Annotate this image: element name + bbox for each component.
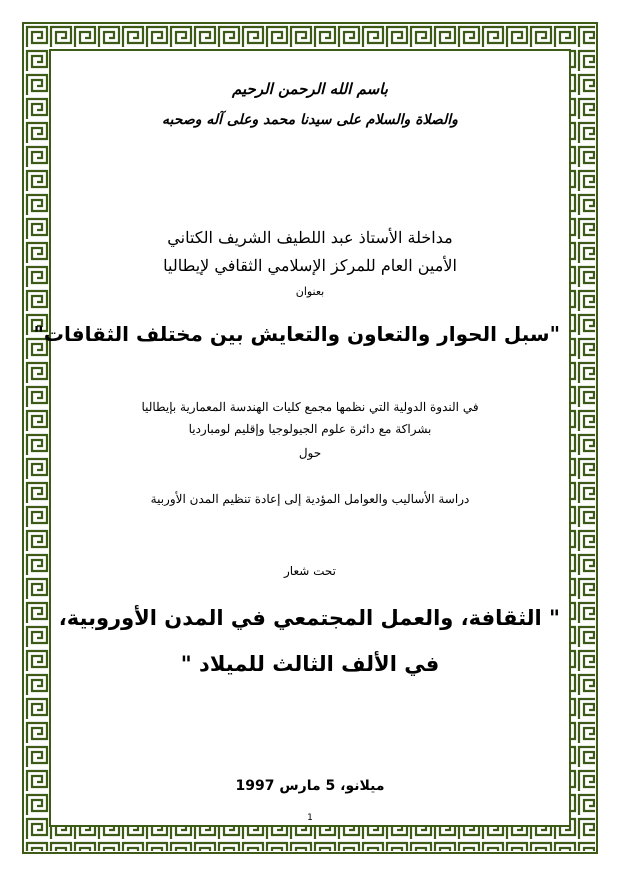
context-line-4: دراسة الأساليب والعوامل المؤدية إلى إعادة تنظيم المدن الأوربية: [150, 492, 470, 506]
salat-line: والصلاة والسلام على سيدنا محمد وعلى آله وصحبه: [162, 112, 458, 128]
author-position: الأمين العام للمركز الإسلامي الثقافي لإيطاليا: [163, 256, 457, 275]
page-number: 1: [307, 813, 313, 823]
basmala: باسم الله الرحمن الرحيم: [232, 80, 388, 98]
page-content: [33, 60, 560, 820]
slogan-prefix: تحت شعار: [284, 564, 336, 578]
slogan-line-2: في الألف الثالث للميلاد ": [180, 652, 440, 676]
context-line-1: في الندوة الدولية التي نظمها مجمع كليات الهندسة المعمارية بإيطاليا: [141, 400, 479, 414]
date-location: ميلانو، 5 مارس 1997: [235, 778, 385, 794]
context-line-3: حول: [298, 446, 322, 460]
author-name: مداخلة الأستاذ عبد اللطيف الشريف الكتاني: [167, 228, 453, 247]
slogan-line-1: " الثقافة، والعمل المجتمعي في المدن الأوروبية،: [58, 606, 560, 630]
document-title: "سبل الحوار والتعاون والتعايش بين مختلف الثقافات": [33, 322, 560, 346]
title-prefix: بعنوان: [295, 285, 325, 298]
context-line-2: بشراكة مع دائرة علوم الجيولوجيا وإقليم لومبارديا: [188, 422, 432, 436]
